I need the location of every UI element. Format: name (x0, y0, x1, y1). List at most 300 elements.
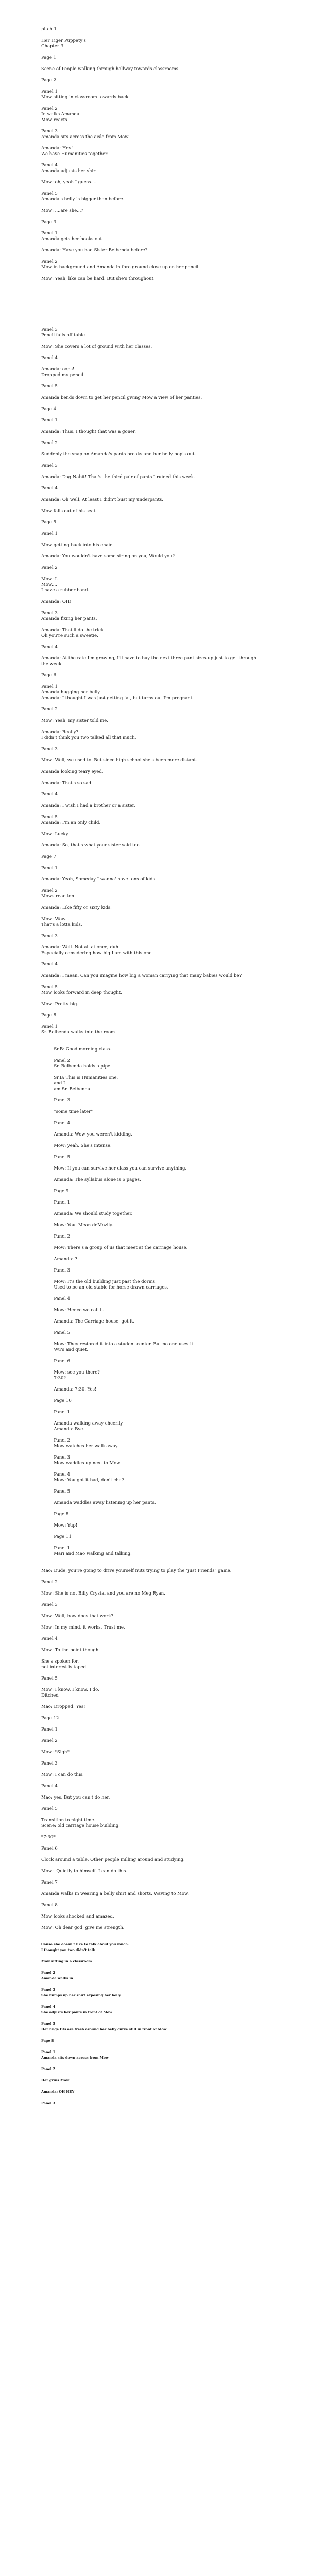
script-line: Amanda: Bye. (41, 1427, 84, 1432)
spacer (41, 1495, 263, 1500)
spacer (41, 270, 263, 276)
script-line: Amanda: I'm an only child. (41, 820, 101, 825)
script-line: Mao: Dropped! Yes! (41, 1704, 85, 1709)
spacer (41, 202, 263, 208)
script-line: Amanda: Hey! (41, 146, 73, 151)
script-line: Page 1 (41, 55, 56, 60)
spacer (41, 900, 263, 905)
spacer (41, 1274, 263, 1279)
spacer (41, 701, 263, 707)
script-line: Amanda: We should study together. (41, 1211, 133, 1216)
script-line: Mow: If you can survive her class you can survive anything. (41, 1166, 187, 1171)
script-line: Amanda: I mean, Can you imagine how big a woman carrying that many babies would be? (41, 973, 242, 978)
script-line: Panel 4 (41, 355, 58, 361)
script-line: Mow sitting in classroom towards back. (41, 95, 130, 100)
script-line: Amanda looking teary eyed. (41, 769, 104, 774)
script-line: Mow: You. Mean deMozily. (41, 1223, 113, 1228)
spacer (41, 1336, 263, 1342)
spacer (41, 2044, 263, 2050)
script-line: Amanda walks in wearing a belly shirt and shorts. Waving to Mow. (41, 1891, 189, 1896)
spacer (41, 1313, 263, 1319)
script-line: Mow: see you there? (41, 1370, 100, 1375)
script-line: Amanda walking away cheerily (41, 1421, 123, 1426)
spacer (41, 72, 263, 78)
spacer (41, 15, 263, 21)
spacer (41, 1041, 263, 1047)
script-line: Her grins Mow (41, 2078, 70, 2082)
spacer (41, 1506, 263, 1512)
script-line: Panel 4 (41, 2005, 56, 2009)
script-line: Panel 5 (41, 1806, 58, 1811)
script-line: Mow: Yeah, my sister told me. (41, 718, 108, 723)
spacer (41, 860, 263, 866)
spacer (41, 492, 263, 497)
script-line: Amanda: Yeah, Someday I wanna' have tons of kids. (41, 877, 157, 882)
spacer (41, 1172, 263, 1177)
script-line: Panel 5 (41, 191, 58, 196)
script-line: Amanda: oops! (41, 367, 75, 372)
script-line: Mow: yeah. She's intense. (41, 1143, 112, 1148)
spacer (41, 1240, 263, 1245)
script-line: Chapter 3 (41, 44, 64, 49)
script-line: Mow: Yup! (41, 1523, 78, 1528)
spacer (41, 928, 263, 934)
script-line: Panel 3 (41, 1098, 71, 1103)
script-line: Sr. Belbenda holds a pipe (41, 1064, 111, 1069)
script-line: Panel 3 (41, 1988, 56, 1992)
spacer (41, 639, 263, 645)
script-line: Amanda: 7:30. Yes! (41, 1387, 97, 1392)
script-line: Amanda: The Carriage house, got it. (41, 1319, 135, 1324)
spacer (41, 1415, 263, 1421)
script-line: Mow: Yeah, like can be hard. But she's throughout. (41, 276, 155, 281)
spacer (41, 1829, 263, 1835)
script-line: Page 4 (41, 406, 56, 412)
script-line: Wu's and quiet. (41, 1347, 89, 1352)
script-line: Used to be an old stable for horse drawn carriages. (41, 1285, 168, 1290)
script-line: Amanda bends down to get her pencil giving Mow a view of her panties. (41, 395, 202, 400)
spacer (41, 2016, 263, 2022)
document-body (41, 15, 263, 2107)
script-line: Mow waddles up next to Mow (41, 1461, 121, 1466)
spacer (41, 157, 263, 163)
spacer (41, 2073, 263, 2078)
script-line: Mow: In my mind, it works. Trust me. (41, 1625, 125, 1630)
script-line: Panel 4 (41, 1472, 71, 1477)
spacer (41, 514, 263, 520)
script-line: Panel 3 (41, 934, 58, 939)
spacer (41, 1126, 263, 1132)
spacer (41, 849, 263, 854)
spacer (41, 1874, 263, 1880)
script-line: Panel 2 (41, 440, 58, 446)
script-line: Panel 1 (41, 1546, 71, 1551)
spacer (41, 214, 263, 219)
script-line: Amanda: OH! (41, 599, 72, 604)
script-line: We have Humanities together. (41, 151, 109, 157)
script-line: Page 2 (41, 78, 56, 83)
script-line: Mow: Oh dear god, give me strength. (41, 1925, 125, 1930)
script-line: Especially considering how big I am with this one. (41, 951, 153, 956)
script-line: Mow: Hence we call it. (41, 1308, 105, 1313)
spacer (41, 537, 263, 543)
spacer (41, 389, 263, 395)
script-line: I didn't think you two talked all that much. (41, 735, 136, 740)
script-line: Mow: You got it bad, don't cha? (41, 1478, 124, 1483)
script-line: Panel 5 (41, 1489, 71, 1494)
script-line: Mow: Pretty big. (41, 1002, 79, 1007)
script-line: Suddenly the snap on Amanda's pants breaks and her belly pop's out. (41, 452, 196, 457)
script-line: Panel 4 (41, 1784, 58, 1789)
script-line: Page 11 (41, 1534, 72, 1539)
script-line: Amanda: OH HEY (41, 2090, 75, 2094)
spacer (41, 1104, 263, 1109)
spacer (41, 1897, 263, 1903)
spacer (41, 837, 263, 843)
spacer (41, 1597, 263, 1602)
spacer (41, 299, 263, 304)
spacer (41, 741, 263, 747)
script-line: Panel 5 (41, 384, 58, 389)
script-line: Panel 1 (41, 1410, 71, 1415)
script-line: Amanda: Thus, I thought that was a goner. (41, 429, 136, 434)
spacer (41, 1092, 263, 1098)
script-line: Her Tiger Puppety's (41, 38, 86, 43)
spacer (41, 304, 263, 310)
spacer (41, 1908, 263, 1914)
spacer (41, 650, 263, 656)
spacer (41, 1036, 263, 1041)
script-line: Mow: I... (41, 577, 61, 582)
spacer (41, 996, 263, 1002)
spacer (41, 1053, 263, 1058)
script-line: Page 8 (41, 1512, 69, 1517)
script-line: Panel 3 (41, 129, 58, 134)
spacer (41, 435, 263, 440)
spacer (41, 2033, 263, 2039)
script-line: Amanda: Wow you weren't kidding. (41, 1132, 132, 1137)
spacer (41, 1710, 263, 1716)
script-line: Mow: *Sigh* (41, 1750, 70, 1755)
script-line: Amanda: You wouldn't have some string on you, Would you? (41, 554, 175, 559)
spacer (41, 526, 263, 531)
spacer (41, 1965, 263, 1971)
script-line: Panel 3 (41, 1455, 71, 1460)
script-line: Her huge tits are fresh around her belly curve still in front of Mow (41, 2027, 167, 2031)
script-line: In walks Amanda (41, 112, 80, 117)
script-line: Panel 2 (41, 2067, 56, 2071)
script-line: Dropped my pencil (41, 372, 83, 378)
spacer (41, 622, 263, 628)
script-line: Amanda: Oh well, At least I didn't bust my underpants. (41, 497, 164, 502)
script-line: Mow: oh, yeah I guess.... (41, 180, 97, 185)
spacer (41, 378, 263, 384)
spacer (41, 1007, 263, 1013)
spacer (41, 752, 263, 758)
spacer (41, 1540, 263, 1546)
spacer (41, 282, 263, 287)
script-line: Sr. Belbenda walks into the room (41, 1030, 115, 1035)
script-line: Mow: I can do this. (41, 1772, 84, 1777)
script-line: Sr.B: Good morning class. (41, 1047, 111, 1052)
script-line: Panel 1 (41, 1727, 58, 1732)
spacer (41, 1812, 263, 1818)
script-line: Amanda: Like fifty or sixty kids. (41, 905, 112, 910)
spacer (41, 287, 263, 293)
spacer (41, 2061, 263, 2067)
script-line: Panel 3 (41, 2101, 56, 2105)
spacer (41, 871, 263, 877)
spacer (41, 724, 263, 730)
script-line: Mao: yes. But you can't do her. (41, 1795, 110, 1800)
spacer (41, 293, 263, 299)
script-line: Mow looks shocked and amazed. (41, 1914, 114, 1919)
script-line: Page 8 (41, 2039, 54, 2043)
script-line: Panel 6 (41, 1359, 71, 1364)
script-line: Mow: Wow.... (41, 917, 71, 922)
spacer (41, 2084, 263, 2090)
spacer (41, 1642, 263, 1648)
spacer (41, 1999, 263, 2005)
spacer (41, 713, 263, 718)
spacer (41, 225, 263, 231)
spacer (41, 1670, 263, 1676)
spacer (41, 457, 263, 463)
script-line: Pencil falls off table (41, 333, 85, 338)
spacer (41, 480, 263, 486)
spacer (41, 1557, 263, 1563)
spacer (41, 1228, 263, 1234)
spacer (41, 1404, 263, 1410)
script-line: Amanda waddles away listening up her pants. (41, 1500, 156, 1505)
script-line: Panel 3 (41, 1602, 58, 1607)
spacer (41, 185, 263, 191)
spacer (41, 1517, 263, 1523)
spacer (41, 1619, 263, 1625)
script-line: Oh you're such a sweetie. (41, 633, 98, 638)
spacer (41, 1194, 263, 1200)
script-line: Amanda sits down across from Mow (41, 2056, 109, 2060)
script-line: Amanda: Have you had Sister Belbenda before? (41, 248, 148, 253)
spacer (41, 956, 263, 962)
spacer (41, 1744, 263, 1750)
script-line: Amanda: So, that's what your sister said too. (41, 843, 141, 848)
spacer (41, 1778, 263, 1784)
script-line: Page 12 (41, 1716, 59, 1721)
spacer (41, 911, 263, 917)
script-line: Panel 5 (41, 1155, 71, 1160)
script-line: She adjusts her pants in front of Mow (41, 2010, 112, 2014)
script-line: Sr.B: This is Humanities one, (41, 1075, 118, 1080)
script-line: Panel 4 (41, 163, 58, 168)
script-line: Mow watches her walk away. (41, 1444, 119, 1449)
spacer (41, 1954, 263, 1959)
script-line: and I (41, 1081, 65, 1086)
script-line: Mow: They restored it into a student center. But no one uses it. (41, 1342, 195, 1347)
spacer (41, 49, 263, 55)
script-line: Panel 5 (41, 815, 58, 820)
script-line: Panel 1 (41, 1200, 71, 1205)
script-line: Page 6 (41, 673, 56, 678)
spacer (41, 1019, 263, 1024)
script-line: Mow.... (41, 582, 57, 587)
script-line: Mow falls out of his seat. (41, 509, 97, 514)
script-line: Panel 4 (41, 486, 58, 491)
script-line: Amanda sits across the aisle from Mow (41, 134, 129, 140)
script-line: Amanda: Well. Not all at once, duh. (41, 945, 120, 950)
script-line: Panel 5 (41, 1330, 71, 1335)
script-line: Panel 3 (41, 463, 58, 468)
script-line: That's a lotta kids. (41, 922, 82, 927)
script-line: Panel 1 (41, 866, 58, 871)
spacer (41, 1115, 263, 1121)
spacer (41, 350, 263, 355)
spacer (41, 764, 263, 769)
script-line: Amanda gets her books out (41, 236, 102, 242)
spacer (41, 1262, 263, 1268)
spacer (41, 32, 263, 38)
script-line: Panel 3 (41, 1761, 58, 1766)
script-line: Panel 2 (41, 707, 58, 712)
spacer (41, 1070, 263, 1075)
script-line: pitch 1 (41, 27, 57, 32)
spacer (41, 786, 263, 792)
spacer (41, 1789, 263, 1795)
script-line: She bumps up her shirt exposing her belly (41, 1993, 121, 1997)
spacer (41, 1302, 263, 1308)
script-line: Page 8 (41, 1013, 56, 1018)
script-line: Amanda hugging her belly (41, 690, 100, 695)
spacer (41, 100, 263, 106)
spacer (41, 242, 263, 248)
script-line: Panel 1 (41, 1024, 58, 1029)
script-line: Panel 4 (41, 962, 58, 967)
script-line: not interest is taped. (41, 1665, 88, 1670)
spacer (41, 1217, 263, 1223)
spacer (41, 1138, 263, 1143)
script-line: Panel 3 (41, 1268, 71, 1273)
spacer (41, 1767, 263, 1772)
spacer (41, 679, 263, 684)
spacer (41, 21, 263, 27)
spacer (41, 1937, 263, 1942)
script-line: Panel 1 (41, 2050, 56, 2054)
script-line: Amanda adjusts her shirt (41, 168, 97, 174)
script-line: Amanda: I wish I had a brother or a sister. (41, 803, 135, 808)
script-line: Amanda's belly is bigger than before. (41, 197, 125, 202)
spacer (41, 1291, 263, 1296)
script-line: Panel 1 (41, 684, 58, 689)
spacer (41, 1160, 263, 1166)
spacer (41, 1393, 263, 1398)
spacer (41, 594, 263, 599)
spacer (41, 939, 263, 945)
spacer (41, 1563, 263, 1568)
spacer (41, 361, 263, 367)
spacer (41, 310, 263, 316)
spacer (41, 1755, 263, 1761)
script-line: Amanda: That'll do the trick (41, 628, 104, 633)
script-line: Panel 6 (41, 1846, 58, 1851)
script-line: Amanda: ? (41, 1257, 77, 1262)
script-line: Page 9 (41, 1189, 69, 1194)
script-line: Mow: Lucky. (41, 832, 70, 837)
spacer (41, 423, 263, 429)
spacer (41, 1251, 263, 1257)
script-line: Mari and Mao walking and talking. (41, 1551, 132, 1556)
script-line: Panel 1 (41, 231, 58, 236)
spacer (41, 1449, 263, 1455)
script-line: Mow: It's the old building just past the dorms. (41, 1279, 157, 1284)
script-line: Mow: ....are she...? (41, 208, 83, 213)
spacer (41, 798, 263, 803)
spacer (41, 2095, 263, 2101)
spacer (41, 1631, 263, 1636)
spacer (41, 140, 263, 146)
spacer (41, 83, 263, 89)
script-line: Panel 5 (41, 2022, 56, 2026)
script-line: Mow: I know. I know. I do, (41, 1687, 99, 1692)
spacer (41, 1574, 263, 1580)
script-line: Panel 2 (41, 259, 58, 264)
spacer (41, 503, 263, 509)
spacer (41, 1466, 263, 1472)
script-line: Panel 4 (41, 792, 58, 797)
script-line: Scene: old carriage house building. (41, 1823, 120, 1828)
spacer (41, 1585, 263, 1591)
script-line: Mow: To the point though (41, 1648, 99, 1653)
script-line: Mow looks forward in deep thought. (41, 990, 122, 995)
script-line: Page 3 (41, 219, 56, 225)
script-line: Panel 2 (41, 565, 58, 570)
spacer (41, 401, 263, 406)
script-line: Mow sitting in a classroom (41, 1959, 92, 1963)
spacer (41, 1920, 263, 1925)
spacer (41, 1931, 263, 1937)
spacer (41, 316, 263, 321)
script-line: Amanda walks in (41, 1976, 73, 1980)
script-line: Mow: There's a group of us that meet at the carriage house. (41, 1245, 188, 1250)
script-line: *some time later* (41, 1109, 93, 1114)
script-line: Mow: Quietly to himself. I can do this. (41, 1869, 128, 1874)
script-line: Amanda: Really? (41, 730, 79, 735)
script-line: 7:30? (41, 1376, 66, 1381)
script-line: Cause she doesn't like to talk about you much. (41, 1942, 129, 1946)
spacer (41, 1183, 263, 1189)
script-line: Mow reacts (41, 117, 67, 123)
script-line: Mows reaction (41, 894, 74, 899)
script-line: Amanda: I thought I was just getting fat, but turns out I'm pregnant. (41, 696, 194, 701)
script-line: Clock around a table. Other people milling around and studying. (41, 1857, 185, 1862)
spacer (41, 1325, 263, 1330)
spacer (41, 338, 263, 344)
spacer (41, 1699, 263, 1704)
script-line: Panel 3 (41, 747, 58, 752)
script-line: Panel 8 (41, 1903, 58, 1908)
spacer (41, 61, 263, 66)
spacer (41, 1381, 263, 1387)
spacer (41, 1801, 263, 1806)
script-line: Panel 7 (41, 1880, 58, 1885)
script-line: Scene of People walking through hallway towards classrooms. (41, 66, 180, 72)
spacer (41, 809, 263, 815)
script-line: Panel 4 (41, 1121, 71, 1126)
script-line: Panel 2 (41, 1738, 58, 1743)
script-line: Mow: Well, how does that work? (41, 1614, 114, 1619)
script-line: Panel 2 (41, 888, 58, 893)
spacer (41, 412, 263, 418)
script-line: Amanda fixing her pants. (41, 616, 97, 621)
